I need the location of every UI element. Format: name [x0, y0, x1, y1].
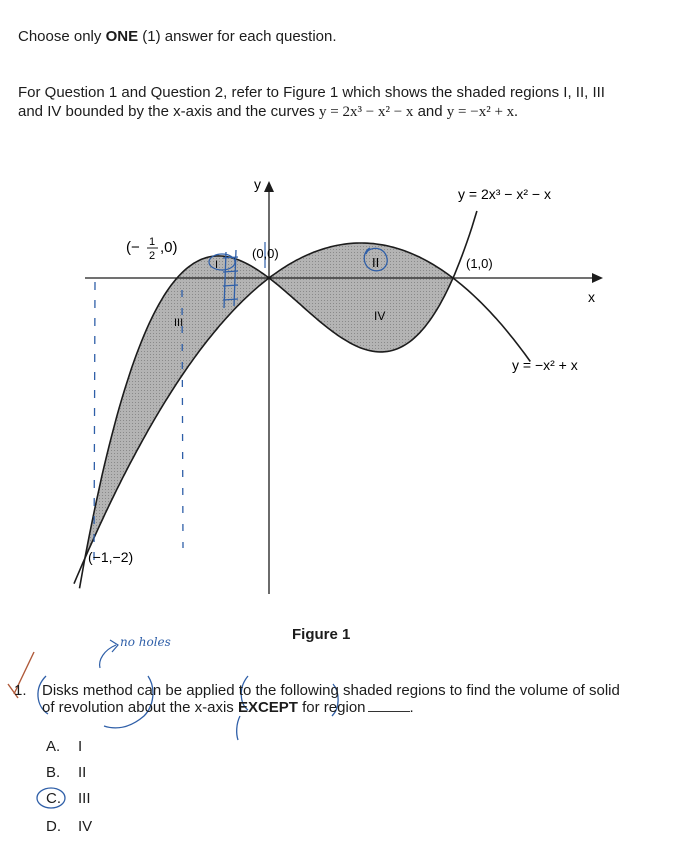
intro-curve-2: y = −x² + x.	[446, 104, 518, 120]
question-line-2-pre: of revolution about the x-axis	[42, 699, 238, 716]
question-line-2-post: for region	[297, 699, 366, 716]
x-axis-arrow	[592, 273, 603, 283]
point-one-label: (1,0)	[466, 256, 493, 271]
option-c[interactable]	[46, 790, 91, 808]
y-axis-arrow	[264, 181, 274, 192]
curve-parabola-label: y = −x² + x	[512, 357, 578, 373]
intro-and: and	[413, 103, 447, 120]
handwritten-arrow	[100, 640, 118, 668]
option-d-text: IV	[78, 818, 93, 835]
option-c-text: III	[78, 790, 91, 807]
point-neg-one-label: (−1,−2)	[88, 549, 134, 565]
instruction-post: (1) answer for each question.	[138, 28, 337, 45]
point-neg-half-post: ,0)	[160, 239, 178, 256]
y-axis-label: y	[254, 176, 261, 192]
x-axis-label: x	[588, 289, 595, 305]
option-a-text: I	[78, 738, 83, 755]
question-line-2: of revolution about the x-axis EXCEPT for region .	[42, 699, 414, 716]
point-neg-half-label	[126, 236, 178, 262]
point-neg-half-den: 2	[149, 250, 156, 262]
option-b[interactable]	[46, 764, 86, 782]
option-b-letter: B.	[46, 764, 61, 781]
instruction-pre: Choose only	[18, 28, 106, 45]
intro-line-1: For Question 1 and Question 2, refer to Figure 1 which shows the shaded regions I, II, III	[18, 84, 605, 101]
question-line-2-bold: EXCEPT	[237, 699, 298, 716]
point-neg-half-pre: (−	[126, 239, 140, 256]
question-number: 1.	[14, 682, 27, 699]
option-d[interactable]	[46, 818, 92, 836]
option-a-letter: A.	[46, 738, 61, 755]
option-c-letter: C.	[46, 790, 61, 807]
option-b-text: II	[78, 764, 87, 781]
question-line-1: Disks method can be applied to the following shaded regions to find the volume of solid	[42, 682, 620, 699]
region-III-label: III	[174, 317, 184, 329]
handwritten-note: no holes	[120, 635, 171, 649]
instruction-bold: ONE	[105, 28, 139, 45]
region-I-label: I	[215, 259, 219, 271]
answer-blank[interactable]	[368, 699, 410, 712]
option-a[interactable]	[46, 738, 82, 756]
intro-curve-1: y = 2x³ − x² − x	[319, 104, 414, 120]
figure-caption: Figure 1	[292, 626, 351, 643]
point-neg-half-num: 1	[149, 236, 156, 248]
region-IV-label: IV	[374, 309, 386, 323]
option-d-letter: D.	[46, 818, 61, 835]
curve-cubic-label: y = 2x³ − x² − x	[458, 186, 551, 202]
point-origin-label: (0,0)	[252, 246, 279, 261]
region-II-label: II	[372, 255, 380, 270]
intro-line-2-pre: and IV bounded by the x-axis and the curves	[18, 103, 320, 120]
